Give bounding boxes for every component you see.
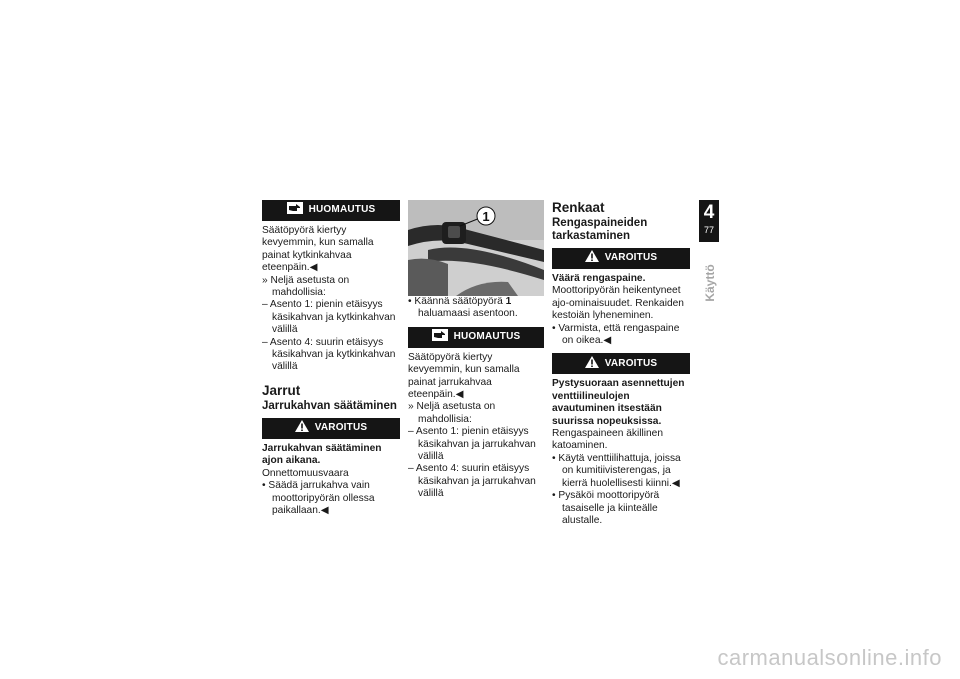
chapter-number: 4 — [703, 202, 715, 223]
warning-text: Onnettomuusvaara — [262, 467, 349, 479]
page-number: 77 — [703, 225, 714, 235]
section-label-text: Käyttö — [703, 264, 717, 302]
column-right — [552, 200, 690, 527]
chapter-tab — [699, 200, 719, 242]
warning-bold-text: Jarrukahvan säätäminen ajon aikana. — [262, 442, 382, 467]
section-label — [701, 248, 719, 318]
warning-triangle-icon — [295, 420, 309, 436]
photo-label: 1 — [482, 209, 490, 224]
column-middle — [408, 200, 544, 501]
list-item: – Asento 1: pienin etäisyys käsikahvan ja kytkinkahvan välillä — [262, 299, 396, 336]
notice-title: HUOMAUTUS — [453, 331, 521, 343]
list-item: • Säädä jarrukahva vain moottoripyörän ollessa paikallaan.◀ — [262, 480, 375, 516]
brake-lever-photo — [408, 200, 544, 296]
list-item: • Varmista, että rengaspaine on oikea.◀ — [552, 322, 680, 347]
warning-banner — [552, 353, 690, 374]
notice-text: Säätöpyörä kiertyy kevyemmin, kun samalla painat kytkinkahvaa eteenpäin.◀ — [262, 225, 374, 274]
warning-bold-text: Pystysuoraan asennettujen venttiilineulojen avautuminen itsestään suurissa nopeuksissa. — [552, 378, 685, 427]
section-heading: Jarrut — [262, 382, 301, 398]
watermark: carmanualsonline.info — [717, 645, 942, 670]
list-item: • Käytä venttiilihattuja, joissa on kumitiivisterengas, ja kierrä huolellisesti kiinni.◀ — [552, 452, 681, 489]
column-left — [262, 200, 400, 517]
notice-banner — [408, 327, 544, 348]
warning-title: VAROITUS — [314, 422, 368, 434]
list-item: • Käännä säätöpyörä 1 haluamaasi asentoon. — [408, 296, 518, 320]
warning-text: Moottoripyörän heikentyneet ajo-ominaisuudet. Renkaiden kestoiän lyheneminen. — [552, 285, 684, 322]
section-heading: Renkaat — [552, 200, 605, 215]
warning-triangle-icon — [585, 356, 599, 372]
list-item: » Neljä asetusta on mahdollisia: — [262, 274, 350, 299]
warning-banner — [552, 248, 690, 269]
warning-title: VAROITUS — [604, 252, 658, 264]
notice-text: Säätöpyörä kiertyy kevyemmin, kun samalla painat jarrukahvaa eteenpäin.◀ — [408, 351, 520, 401]
warning-text: Rengaspaineen äkillinen katoaminen. — [552, 428, 664, 452]
subsection-heading: Rengaspaineiden tarkastaminen — [552, 217, 648, 242]
warning-bold-text: Väärä rengaspaine. — [552, 273, 646, 284]
list-item: – Asento 4: suurin etäisyys käsikahvan ja jarrukahvan välillä — [408, 463, 536, 500]
warning-title: VAROITUS — [604, 357, 658, 369]
notice-title: HUOMAUTUS — [308, 204, 376, 216]
list-item: – Asento 4: suurin etäisyys käsikahvan ja kytkinkahvan välillä — [262, 336, 396, 373]
list-item: » Neljä asetusta on mahdollisia: — [408, 401, 496, 425]
warning-triangle-icon — [585, 250, 599, 266]
subsection-heading: Jarrukahvan säätäminen — [262, 399, 397, 412]
notice-banner — [262, 200, 400, 221]
list-item: – Asento 1: pienin etäisyys käsikahvan ja jarrukahvan välillä — [408, 426, 536, 463]
chapter-tab-box — [699, 200, 719, 242]
notice-hand-icon — [432, 329, 448, 345]
brake-lever-illustration — [408, 200, 544, 296]
list-item: • Pysäköi moottoripyörä tasaiselle ja kiinteälle alustalle. — [552, 490, 660, 526]
warning-banner — [262, 418, 400, 439]
notice-hand-icon — [287, 202, 303, 218]
